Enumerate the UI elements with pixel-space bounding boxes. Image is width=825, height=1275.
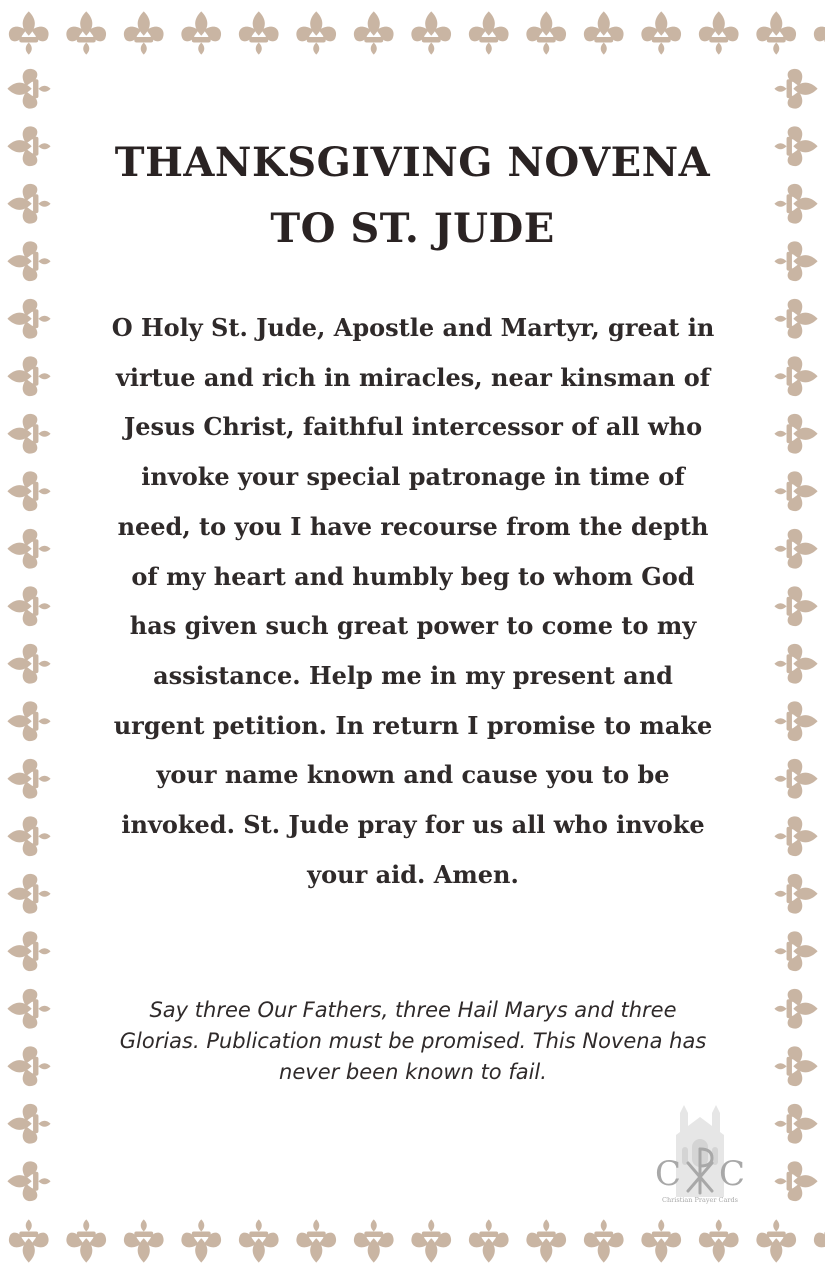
chi-rho-church-icon xyxy=(650,1105,750,1205)
page-title xyxy=(70,130,755,262)
novena-instructions: Say three Our Fathers, three Hail Marys and three Glorias. Publication must be promised. This Novena has never been known to fail. xyxy=(119,998,707,1084)
logo-caption: Christian Prayer Cards xyxy=(661,1196,739,1204)
prayer-text: O Holy St. Jude, Apostle and Martyr, great in virtue and rich in miracles, near kinsman of Jesus Christ, faithful intercessor of all who invoke your special patronage in time of need, to you I have recourse from the depth of my heart and humbly beg to whom God has given such great power to come to my assistance. Help me in my present and urgent petition. In return I promise to make your name known and cause you to be invoked. St. Jude pray for us all who invoke your aid. Amen. xyxy=(111,313,715,889)
logo-monogram-left: C xyxy=(654,1154,682,1194)
fleur-de-lis-border-left xyxy=(0,60,58,1210)
title-line-2: TO ST. JUDE xyxy=(270,205,555,252)
fleur-de-lis-border-top xyxy=(0,0,825,66)
fleur-de-lis-border-right xyxy=(767,60,825,1210)
logo-monogram-right: C xyxy=(718,1154,746,1194)
title-line-1: THANKSGIVING NOVENA xyxy=(114,139,711,186)
fleur-de-lis-border-bottom xyxy=(0,1208,825,1275)
